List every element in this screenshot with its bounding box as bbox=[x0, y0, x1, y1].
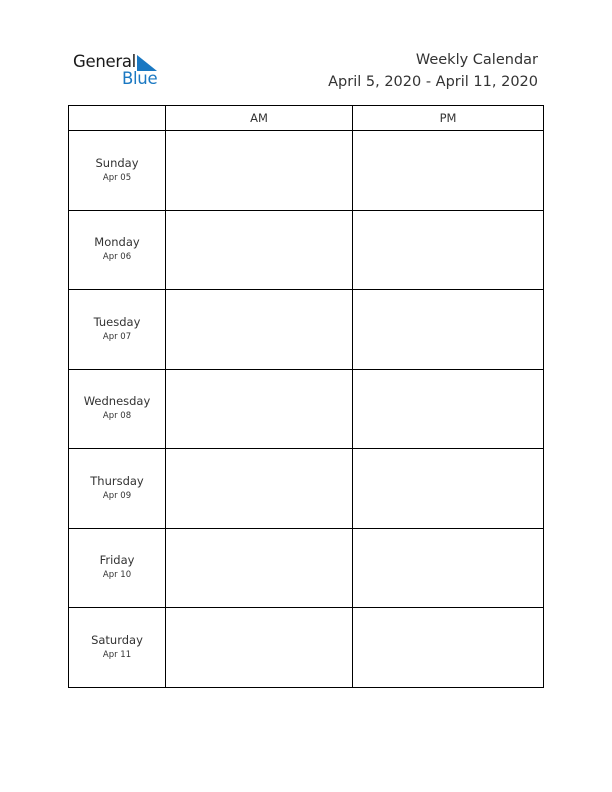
logo-text-general: General bbox=[73, 52, 136, 71]
pm-cell[interactable] bbox=[353, 210, 544, 290]
column-header-pm: PM bbox=[353, 106, 544, 131]
am-cell[interactable] bbox=[166, 528, 353, 608]
day-date: Apr 06 bbox=[102, 252, 132, 263]
column-header-day bbox=[69, 106, 166, 131]
table-row bbox=[69, 210, 544, 290]
logo bbox=[73, 52, 173, 92]
page-header bbox=[328, 50, 538, 93]
day-date: Apr 09 bbox=[102, 490, 132, 501]
am-cell[interactable] bbox=[166, 369, 353, 449]
day-name: Tuesday bbox=[93, 314, 141, 329]
pm-cell[interactable] bbox=[353, 131, 544, 211]
table-row bbox=[69, 290, 544, 370]
header-row bbox=[69, 106, 544, 131]
day-cell bbox=[69, 449, 166, 529]
weekly-calendar-table bbox=[68, 105, 544, 688]
table-row bbox=[69, 528, 544, 608]
day-cell bbox=[69, 290, 166, 370]
day-date: Apr 07 bbox=[102, 331, 132, 342]
day-name: Thursday bbox=[90, 473, 144, 488]
day-date: Apr 08 bbox=[102, 411, 132, 422]
day-cell bbox=[69, 528, 166, 608]
table-row bbox=[69, 608, 544, 688]
pm-cell[interactable] bbox=[353, 608, 544, 688]
day-name: Saturday bbox=[91, 632, 143, 647]
day-name: Sunday bbox=[95, 155, 139, 170]
pm-cell[interactable] bbox=[353, 290, 544, 370]
day-name: Wednesday bbox=[83, 394, 151, 409]
day-cell bbox=[69, 210, 166, 290]
day-name: Friday bbox=[99, 553, 135, 568]
am-cell[interactable] bbox=[166, 449, 353, 529]
am-cell[interactable] bbox=[166, 210, 353, 290]
table-row bbox=[69, 369, 544, 449]
am-cell[interactable] bbox=[166, 290, 353, 370]
day-date: Apr 05 bbox=[102, 172, 132, 183]
column-header-am: AM bbox=[166, 106, 353, 131]
logo-text-blue: Blue bbox=[122, 69, 158, 88]
day-cell bbox=[69, 369, 166, 449]
day-date: Apr 10 bbox=[102, 570, 132, 581]
day-cell bbox=[69, 131, 166, 211]
table-row bbox=[69, 131, 544, 211]
am-cell[interactable] bbox=[166, 131, 353, 211]
pm-cell[interactable] bbox=[353, 528, 544, 608]
am-cell[interactable] bbox=[166, 608, 353, 688]
table-row bbox=[69, 449, 544, 529]
date-range: April 5, 2020 - April 11, 2020 bbox=[328, 74, 538, 90]
day-date: Apr 11 bbox=[102, 649, 132, 660]
page-title: Weekly Calendar bbox=[415, 52, 538, 68]
day-name: Monday bbox=[94, 235, 140, 250]
day-cell bbox=[69, 608, 166, 688]
pm-cell[interactable] bbox=[353, 449, 544, 529]
pm-cell[interactable] bbox=[353, 369, 544, 449]
